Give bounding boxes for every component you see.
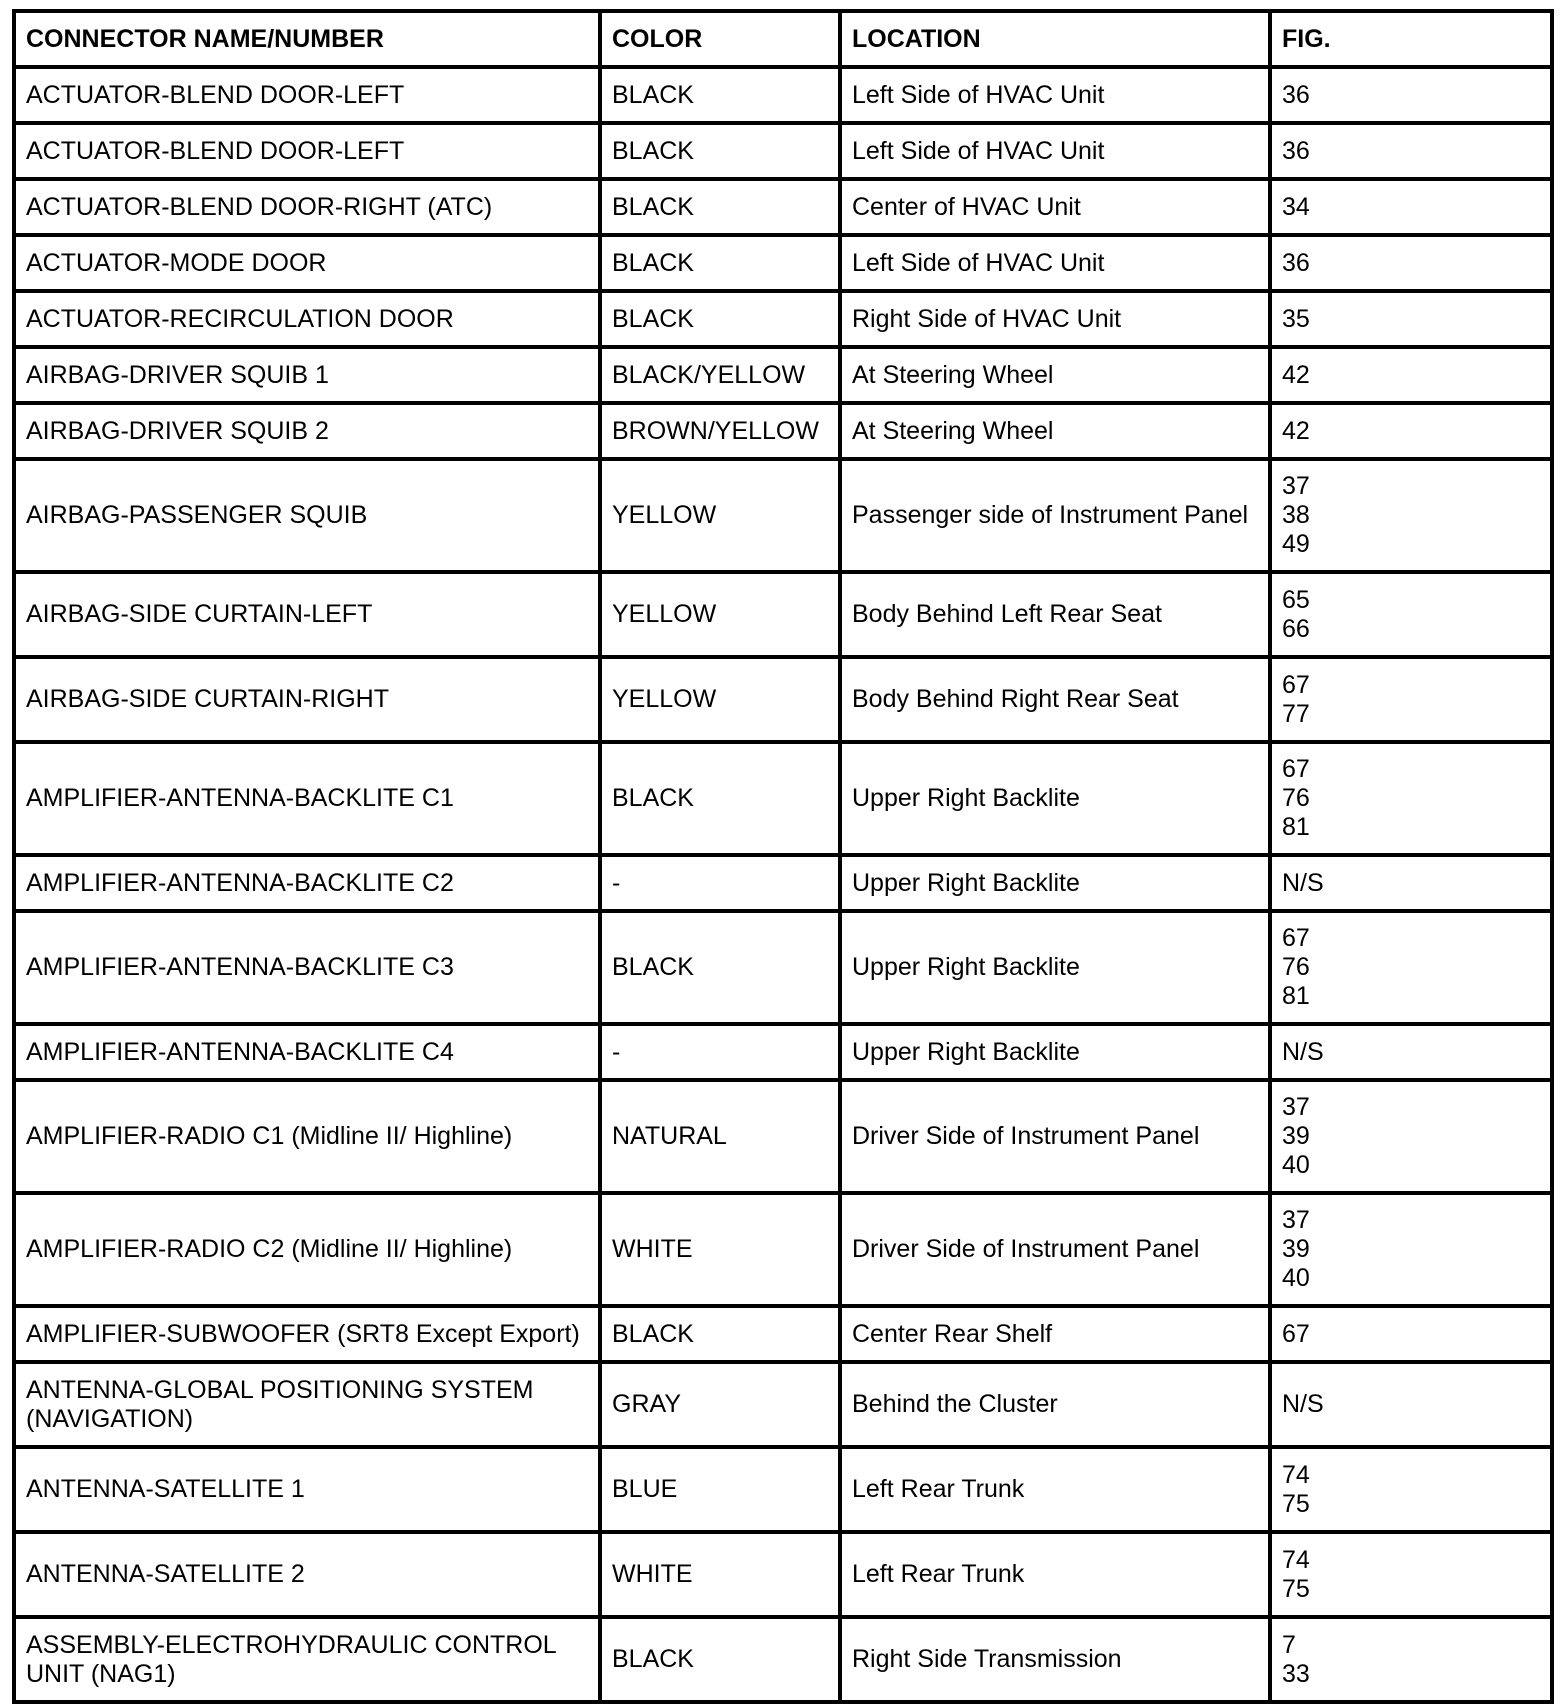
cell-color: BLACK <box>600 67 840 123</box>
cell-location: Left Side of HVAC Unit <box>840 67 1270 123</box>
cell-color: - <box>600 855 840 911</box>
table-row <box>14 459 1552 572</box>
cell-fig: 36 <box>1270 67 1552 123</box>
cell-color: WHITE <box>600 1532 840 1617</box>
cell-location: Passenger side of Instrument Panel <box>840 459 1270 572</box>
table-row <box>14 1617 1552 1702</box>
cell-location: Left Rear Trunk <box>840 1532 1270 1617</box>
cell-location: Driver Side of Instrument Panel <box>840 1193 1270 1306</box>
cell-connector-name: AIRBAG-SIDE CURTAIN-LEFT <box>14 572 600 657</box>
cell-location: Center Rear Shelf <box>840 1306 1270 1362</box>
cell-connector-name: AMPLIFIER-ANTENNA-BACKLITE C1 <box>14 742 600 855</box>
table-row <box>14 235 1552 291</box>
cell-connector-name: ACTUATOR-BLEND DOOR-LEFT <box>14 67 600 123</box>
cell-color: NATURAL <box>600 1080 840 1193</box>
table-row <box>14 1024 1552 1080</box>
table-row <box>14 67 1552 123</box>
table-row <box>14 657 1552 742</box>
cell-fig: 36 <box>1270 235 1552 291</box>
cell-color: BLACK <box>600 123 840 179</box>
cell-fig: 74 75 <box>1270 1532 1552 1617</box>
cell-location: Upper Right Backlite <box>840 1024 1270 1080</box>
cell-fig: 36 <box>1270 123 1552 179</box>
cell-color: GRAY <box>600 1362 840 1447</box>
table-row <box>14 347 1552 403</box>
table-row <box>14 1080 1552 1193</box>
table-row <box>14 1362 1552 1447</box>
cell-connector-name: AIRBAG-SIDE CURTAIN-RIGHT <box>14 657 600 742</box>
cell-connector-name: ACTUATOR-RECIRCULATION DOOR <box>14 291 600 347</box>
cell-color: BLACK <box>600 1617 840 1702</box>
cell-connector-name: AIRBAG-DRIVER SQUIB 1 <box>14 347 600 403</box>
cell-connector-name: ACTUATOR-BLEND DOOR-LEFT <box>14 123 600 179</box>
table-row <box>14 1447 1552 1532</box>
cell-connector-name: AMPLIFIER-ANTENNA-BACKLITE C2 <box>14 855 600 911</box>
cell-fig: 65 66 <box>1270 572 1552 657</box>
table-row <box>14 123 1552 179</box>
cell-location: Behind the Cluster <box>840 1362 1270 1447</box>
table-row <box>14 572 1552 657</box>
header-location: LOCATION <box>840 11 1270 67</box>
header-color: COLOR <box>600 11 840 67</box>
cell-color: BLACK <box>600 742 840 855</box>
cell-color: BLACK <box>600 235 840 291</box>
table-row <box>14 855 1552 911</box>
cell-color: YELLOW <box>600 572 840 657</box>
table-row <box>14 403 1552 459</box>
cell-fig: 37 38 49 <box>1270 459 1552 572</box>
header-connector-name: CONNECTOR NAME/NUMBER <box>14 11 600 67</box>
cell-location: Left Rear Trunk <box>840 1447 1270 1532</box>
cell-fig: 42 <box>1270 403 1552 459</box>
table-row <box>14 1306 1552 1362</box>
cell-connector-name: ACTUATOR-MODE DOOR <box>14 235 600 291</box>
cell-fig: 37 39 40 <box>1270 1080 1552 1193</box>
table-row <box>14 291 1552 347</box>
cell-color: BLACK <box>600 179 840 235</box>
cell-location: Right Side Transmission <box>840 1617 1270 1702</box>
cell-color: BLACK/YELLOW <box>600 347 840 403</box>
cell-location: Left Side of HVAC Unit <box>840 235 1270 291</box>
cell-location: Left Side of HVAC Unit <box>840 123 1270 179</box>
cell-location: Upper Right Backlite <box>840 911 1270 1024</box>
cell-location: Right Side of HVAC Unit <box>840 291 1270 347</box>
cell-color: BLACK <box>600 911 840 1024</box>
cell-location: At Steering Wheel <box>840 347 1270 403</box>
cell-fig: 34 <box>1270 179 1552 235</box>
cell-location: Upper Right Backlite <box>840 855 1270 911</box>
cell-connector-name: AMPLIFIER-ANTENNA-BACKLITE C3 <box>14 911 600 1024</box>
cell-connector-name: AMPLIFIER-ANTENNA-BACKLITE C4 <box>14 1024 600 1080</box>
cell-fig: 67 76 81 <box>1270 911 1552 1024</box>
cell-location: At Steering Wheel <box>840 403 1270 459</box>
table-row <box>14 1193 1552 1306</box>
cell-location: Upper Right Backlite <box>840 742 1270 855</box>
cell-fig: 67 <box>1270 1306 1552 1362</box>
cell-connector-name: AMPLIFIER-RADIO C2 (Midline II/ Highline) <box>14 1193 600 1306</box>
cell-location: Body Behind Right Rear Seat <box>840 657 1270 742</box>
cell-fig: 67 76 81 <box>1270 742 1552 855</box>
cell-fig: 74 75 <box>1270 1447 1552 1532</box>
table-row <box>14 179 1552 235</box>
cell-connector-name: AIRBAG-DRIVER SQUIB 2 <box>14 403 600 459</box>
cell-color: BLUE <box>600 1447 840 1532</box>
cell-color: BROWN/YELLOW <box>600 403 840 459</box>
table-row <box>14 911 1552 1024</box>
cell-color: BLACK <box>600 291 840 347</box>
cell-connector-name: ANTENNA-SATELLITE 1 <box>14 1447 600 1532</box>
connector-table <box>12 9 1554 1704</box>
cell-connector-name: AMPLIFIER-RADIO C1 (Midline II/ Highline) <box>14 1080 600 1193</box>
cell-location: Driver Side of Instrument Panel <box>840 1080 1270 1193</box>
cell-color: - <box>600 1024 840 1080</box>
cell-color: YELLOW <box>600 459 840 572</box>
cell-color: BLACK <box>600 1306 840 1362</box>
cell-fig: N/S <box>1270 1024 1552 1080</box>
table-row <box>14 742 1552 855</box>
header-fig: FIG. <box>1270 11 1552 67</box>
cell-color: WHITE <box>600 1193 840 1306</box>
cell-fig: 35 <box>1270 291 1552 347</box>
cell-connector-name: AMPLIFIER-SUBWOOFER (SRT8 Except Export) <box>14 1306 600 1362</box>
cell-location: Body Behind Left Rear Seat <box>840 572 1270 657</box>
cell-fig: N/S <box>1270 1362 1552 1447</box>
cell-connector-name: ASSEMBLY-ELECTROHYDRAULIC CONTROL UNIT (NAG1) <box>14 1617 600 1702</box>
cell-connector-name: ANTENNA-GLOBAL POSITIONING SYSTEM (NAVIGATION) <box>14 1362 600 1447</box>
cell-fig: 7 33 <box>1270 1617 1552 1702</box>
cell-fig: 42 <box>1270 347 1552 403</box>
cell-fig: 67 77 <box>1270 657 1552 742</box>
table-header-row <box>14 11 1552 67</box>
table-row <box>14 1532 1552 1617</box>
cell-fig: 37 39 40 <box>1270 1193 1552 1306</box>
cell-connector-name: ACTUATOR-BLEND DOOR-RIGHT (ATC) <box>14 179 600 235</box>
cell-connector-name: AIRBAG-PASSENGER SQUIB <box>14 459 600 572</box>
cell-connector-name: ANTENNA-SATELLITE 2 <box>14 1532 600 1617</box>
cell-color: YELLOW <box>600 657 840 742</box>
cell-location: Center of HVAC Unit <box>840 179 1270 235</box>
cell-fig: N/S <box>1270 855 1552 911</box>
